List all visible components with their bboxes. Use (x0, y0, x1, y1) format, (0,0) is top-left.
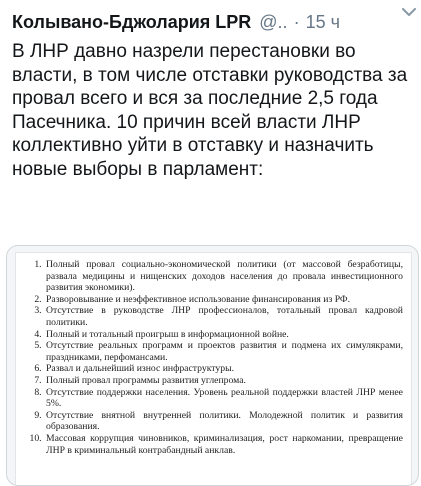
reason-item: 6. Развал и дальнейший износ инфраструктуры. (44, 363, 403, 375)
reason-item: 7. Полный провал программы развития углепрома. (44, 375, 403, 387)
tweet-header (12, 10, 413, 34)
reason-item: 8. Отсутствие поддержки населения. Уровень реальной поддержки властей ЛНР менее 5%. (44, 387, 403, 410)
reason-item: 3. Отсутствие в руководстве ЛНР профессионалов, тотальный провал кадровой политики. (44, 305, 403, 328)
reason-item: 2. Разворовывание и неэффективное использование финансирования из РФ. (44, 294, 403, 306)
document-page (15, 252, 412, 485)
clipped-previous-line (0, 0, 421, 6)
tweet-timestamp[interactable]: 15 ч (305, 11, 340, 32)
chevron-down-icon[interactable] (399, 2, 419, 22)
reasons-list (16, 259, 403, 456)
author-handle[interactable]: @.. (259, 11, 288, 32)
reason-item: 4. Полный и тотальный проигрыш в информационной войне. (44, 329, 403, 341)
tweet-body-text: В ЛНР давно назрели перестановки во власти, в том числе отставки руководства за провал всего и вся за последние 2,5 года Пасечника. 10 причин всей власти ЛНР коллективно уйти в отставку и назначить новые выборы в парламент: (12, 41, 408, 180)
separator-dot: · (293, 11, 300, 32)
reason-item: 10. Массовая коррупция чиновников, криминализация, рост наркомании, превращение ЛНР в криминальный контрабандный анклав. (44, 433, 403, 456)
author-name[interactable]: Колывано-Бджолария LPR (12, 11, 252, 32)
attached-image[interactable] (6, 245, 419, 486)
reason-item: 1. Полный провал социально-экономической политики (от массовой безработицы, развала медицины и нищенских доходов населения до провала инвестиционного развития экономики). (44, 259, 403, 294)
reason-item: 5. Отсутствие реальных программ и проектов развития и подмена их симулякрами, праздниками, перфомансами. (44, 340, 403, 363)
reason-item: 9. Отсутствие внятной внутренней политики. Молодежной политик и развития образования. (44, 410, 403, 433)
